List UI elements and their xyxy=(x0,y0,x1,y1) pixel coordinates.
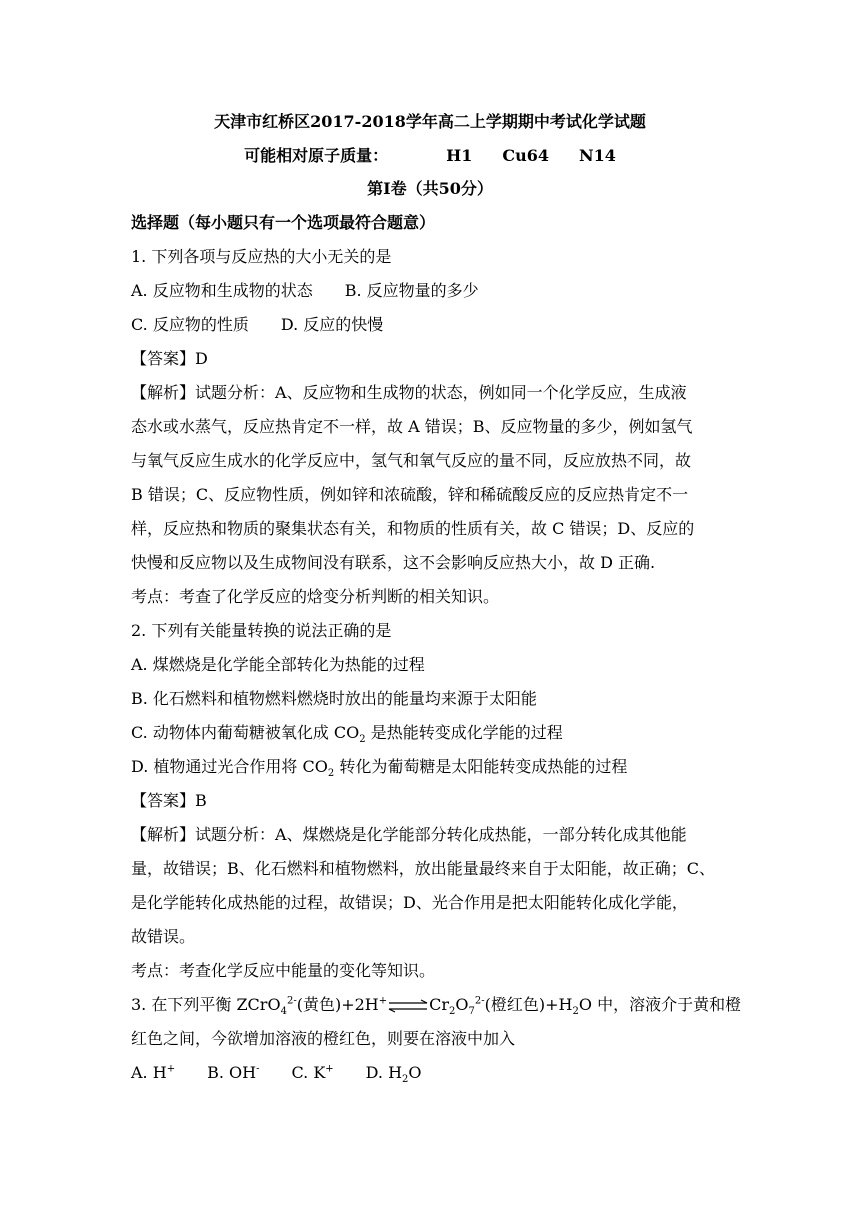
q2-analysis-text: 试题分析：A、煤燃烧是化学能部分转化成热能，一部分转化成其他能 xyxy=(195,825,687,844)
q1-analysis-line xyxy=(131,382,687,404)
superscript: 2- xyxy=(474,995,485,1007)
q3-stem-text: 3. 在下列平衡 ZCrO xyxy=(131,995,281,1014)
q1-answer: 【答案】D xyxy=(131,349,208,368)
mass-cu: Cu64 xyxy=(502,146,549,165)
q3-dichromate: Cr xyxy=(429,995,450,1014)
q3-yellow-text: (黄色)+2H xyxy=(296,995,379,1014)
q1-option-b: B. 反应物量的多少 xyxy=(344,281,479,300)
q2-option-a: A. 煤燃烧是化学能全部转化为热能的过程 xyxy=(131,655,425,674)
q1-analysis-line: 态水或水蒸气，反应热肯定不一样，故 A 错误；B、反应物量的多少，例如氢气 xyxy=(131,417,693,436)
atomic-masses xyxy=(0,145,860,167)
q3-dichromate-o: O xyxy=(455,995,469,1014)
q2-option-c-text: C. 动物体内葡萄糖被氧化成 CO xyxy=(131,723,360,742)
q2-analysis-line: 故错误。 xyxy=(131,927,196,946)
q2-option-b: B. 化石燃料和植物燃料燃烧时放出的能量均来源于太阳能 xyxy=(131,689,537,708)
q2-analysis-label: 【解析】 xyxy=(131,825,196,844)
subscript: 7 xyxy=(468,1006,475,1018)
q1-option-c: C. 反应物的性质 xyxy=(131,315,249,334)
subscript: 2 xyxy=(449,1006,456,1018)
q1-stem: 1. 下列各项与反应热的大小无关的是 xyxy=(131,247,392,266)
q1-options-cd xyxy=(131,314,383,336)
q2-option-d-text-end: 转化为葡萄糖是太阳能转变成热能的过程 xyxy=(334,757,628,776)
q1-analysis-line: 快慢和反应物以及生成物间没有联系，这不会影响反应热大小，故 D 正确. xyxy=(131,553,656,572)
q3-option-d-end: O xyxy=(408,1063,422,1082)
q1-analysis-text: 试题分析：A、反应物和生成物的状态，例如同一个化学反应，生成液 xyxy=(195,383,687,402)
q2-option-d-text: D. 植物通过光合作用将 CO xyxy=(131,757,328,776)
q3-stem-line2: 红色之间，今欲增加溶液的橙红色，则要在溶液中加入 xyxy=(131,1029,516,1048)
mass-n: N14 xyxy=(579,146,616,165)
atomic-masses-label: 可能相对原子质量： xyxy=(244,146,389,165)
q1-analysis-line: B 错误；C、反应物性质，例如锌和浓硫酸，锌和稀硫酸反应的反应热肯定不一 xyxy=(131,485,689,504)
q3-orange-text: (橙红色)+H xyxy=(484,995,573,1014)
subscript: 2 xyxy=(327,768,335,780)
subscript: 2 xyxy=(402,1074,409,1086)
q3-option-a: A. H xyxy=(131,1063,167,1082)
q1-option-d: D. 反应的快慢 xyxy=(280,315,384,334)
superscript: + xyxy=(166,1063,176,1075)
q1-key-point: 考点：考查了化学反应的焓变分析判断的相关知识。 xyxy=(131,587,500,606)
q2-option-c xyxy=(131,722,563,744)
q1-analysis-label: 【解析】 xyxy=(131,383,196,402)
subscript: 2 xyxy=(359,734,366,746)
q2-stem: 2. 下列有关能量转换的说法正确的是 xyxy=(131,621,392,640)
q1-option-a: A. 反应物和生成物的状态 xyxy=(131,281,313,300)
subscript: 2 xyxy=(572,1006,579,1018)
q1-analysis-line: 样，反应热和物质的聚集状态有关，和物质的性质有关，故 C 错误；D、反应的 xyxy=(131,519,695,538)
mass-h: H1 xyxy=(446,146,473,165)
superscript: + xyxy=(378,995,388,1007)
q1-options-ab xyxy=(131,280,479,302)
q2-key-point: 考点：考查化学反应中能量的变化等知识。 xyxy=(131,961,436,980)
q3-options xyxy=(131,1062,422,1084)
q2-analysis-line: 是化学能转化成热能的过程，故错误；D、光合作用是把太阳能转化成化学能， xyxy=(131,893,688,912)
q2-option-d xyxy=(131,756,627,778)
section-heading: 第Ⅰ卷（共50分） xyxy=(367,179,493,198)
superscript: - xyxy=(256,1063,260,1075)
q2-analysis-line xyxy=(131,824,687,846)
q3-option-b: B. OH xyxy=(207,1063,257,1082)
q2-answer: 【答案】B xyxy=(131,791,207,810)
subscript: 4 xyxy=(280,1006,287,1018)
q2-option-c-text-end: 是热能转变成化学能的过程 xyxy=(365,723,563,742)
section-instruction: 选择题（每小题只有一个选项最符合题意） xyxy=(131,213,436,232)
superscript: + xyxy=(325,1063,334,1075)
q3-stem xyxy=(131,994,741,1016)
q3-option-d: D. H xyxy=(365,1063,403,1082)
q2-analysis-line: 量，故错误；B、化石燃料和植物燃料，放出能量最终来自于太阳能，故正确；C、 xyxy=(131,859,716,878)
equilibrium-arrow-icon xyxy=(387,999,429,1013)
superscript: 2- xyxy=(286,995,297,1007)
q3-option-c: C. K xyxy=(291,1063,326,1082)
q3-stem-text-end: O 中，溶液介于黄和橙 xyxy=(578,995,742,1014)
exam-title: 天津市红桥区2017-2018学年高二上学期期中考试化学试题 xyxy=(214,112,646,131)
q1-analysis-line: 与氧气反应生成水的化学反应中，氢气和氧气反应的量不同，反应放热不同，故 xyxy=(131,451,692,470)
